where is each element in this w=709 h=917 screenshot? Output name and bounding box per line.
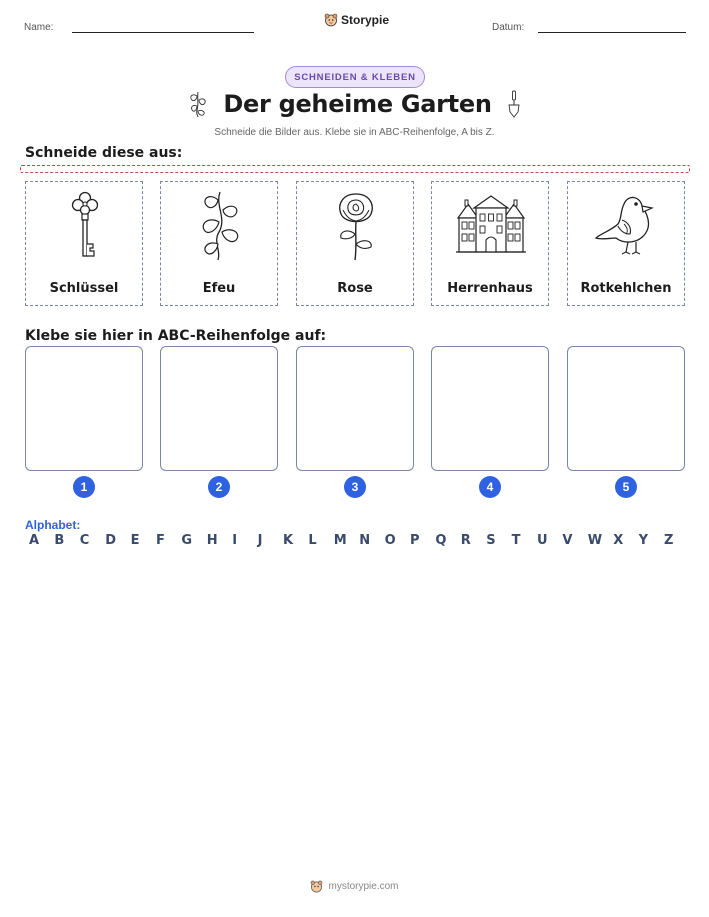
cut-card-label: Schlüssel (49, 281, 119, 296)
alphabet-letter: U (537, 533, 548, 548)
rose-icon (321, 188, 391, 263)
slot-number: 5 (615, 476, 637, 498)
alphabet-letter: B (54, 533, 65, 548)
manor-house-icon (456, 188, 526, 263)
alphabet-letter: X (613, 533, 624, 548)
alphabet-letter: J (257, 533, 263, 548)
alphabet-letter: L (308, 533, 317, 548)
alphabet-letter: Q (435, 533, 447, 548)
alphabet-letter: D (105, 533, 116, 548)
alphabet-letter: O (384, 533, 396, 548)
cut-card-label: Efeu (202, 281, 236, 296)
key-icon (50, 188, 120, 263)
paste-box[interactable] (296, 346, 414, 471)
slot-number: 2 (208, 476, 230, 498)
cut-card-label: Herrenhaus (447, 281, 533, 296)
instructions: Schneide die Bilder aus. Klebe sie in ABC-Reihenfolge, A bis Z. (214, 127, 495, 138)
alphabet-letter: T (511, 533, 521, 548)
title-row (0, 90, 709, 118)
alphabet-letter: A (29, 533, 40, 548)
cut-card[interactable] (25, 181, 143, 306)
paste-box[interactable] (160, 346, 278, 471)
slot-number: 1 (73, 476, 95, 498)
brand-name: Storypie (341, 13, 390, 27)
trowel-icon (506, 90, 522, 118)
paste-section-heading: Klebe sie hier in ABC-Reihenfolge auf: (25, 328, 327, 344)
paste-box[interactable] (567, 346, 685, 471)
paste-box[interactable] (431, 346, 549, 471)
alphabet-letter: I (232, 533, 238, 548)
alphabet-letter: S (486, 533, 496, 548)
date-label: Datum: (492, 22, 525, 33)
alphabet-letter: H (206, 533, 218, 548)
name-label: Name: (24, 22, 54, 33)
cut-card[interactable] (296, 181, 414, 306)
robin-icon (592, 188, 662, 263)
date-line[interactable] (538, 32, 686, 33)
mascot-icon (310, 880, 323, 893)
alphabet-letter: N (359, 533, 371, 548)
cut-card[interactable] (567, 181, 685, 306)
mascot-icon (324, 13, 338, 27)
cut-card[interactable] (160, 181, 278, 306)
slot-number: 4 (479, 476, 501, 498)
alphabet-letter: Y (638, 533, 649, 548)
alphabet-letter: W (587, 533, 603, 548)
footer (0, 880, 709, 893)
cut-card-label: Rose (337, 281, 373, 296)
alphabet-heading: Alphabet: (25, 518, 81, 532)
alphabet-letter: E (130, 533, 140, 548)
ivy-icon (187, 90, 209, 118)
alphabet-letter: K (283, 533, 294, 548)
activity-badge: SCHNEIDEN & KLEBEN (285, 66, 425, 88)
ivy-icon (185, 188, 255, 263)
alphabet-letter: G (181, 533, 193, 548)
cut-section-heading: Schneide diese aus: (25, 145, 183, 161)
cut-line (20, 165, 690, 173)
alphabet-letter: R (460, 533, 471, 548)
alphabet-letter: P (410, 533, 420, 548)
alphabet-letter: M (333, 533, 347, 548)
alphabet-letter: Z (664, 533, 674, 548)
footer-url: mystorypie.com (328, 881, 399, 892)
brand-logo (324, 13, 389, 27)
cut-card-label: Rotkehlchen (580, 281, 672, 296)
slot-number: 3 (344, 476, 366, 498)
paste-box[interactable] (25, 346, 143, 471)
name-line[interactable] (72, 32, 254, 33)
alphabet-letter: F (156, 533, 165, 548)
alphabet-letter: V (562, 533, 573, 548)
page-title: Der geheime Garten (223, 90, 492, 118)
cut-card[interactable] (431, 181, 549, 306)
alphabet-letter: C (79, 533, 90, 548)
